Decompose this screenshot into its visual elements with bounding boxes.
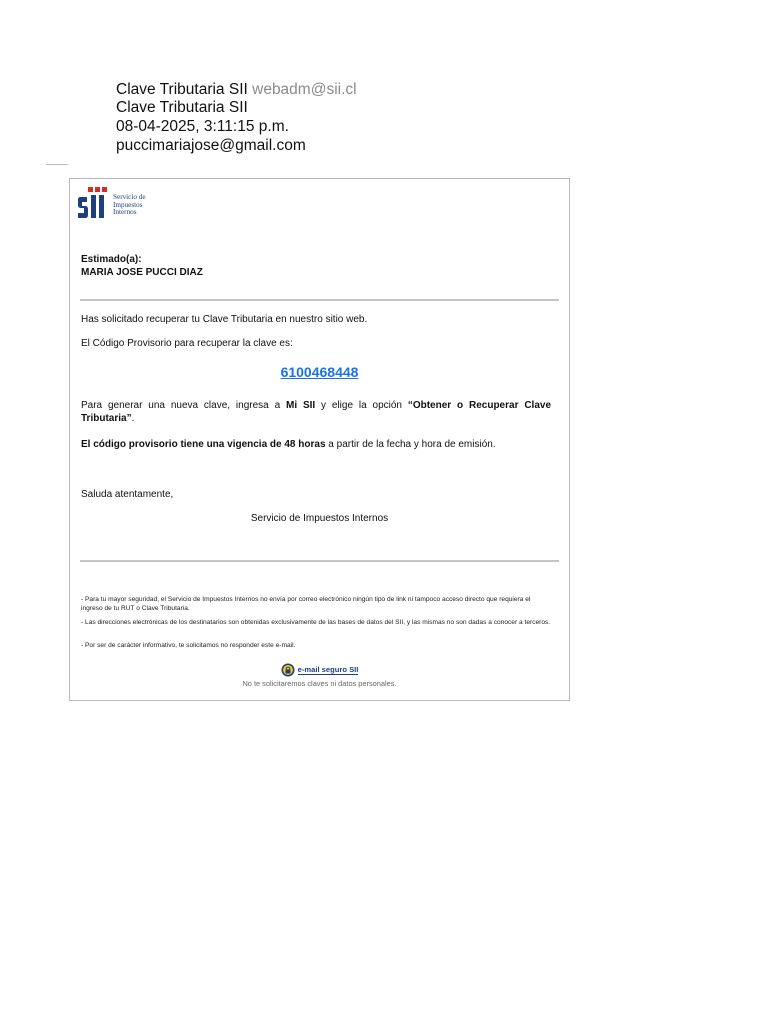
header-divider (46, 164, 68, 165)
instructions-mi-sii: Mi SII (285, 400, 316, 411)
recipient-name: MARIA JOSE PUCCI DIAZ (81, 267, 203, 278)
signature: Servicio de Impuestos Internos (250, 513, 389, 524)
validity-bold: El código provisorio tiene una vigencia de 48 horas (81, 439, 326, 450)
logo-text-line-1: Servicio de (113, 193, 146, 201)
instructions-text-3: . (131, 413, 135, 424)
sii-logo (78, 187, 158, 221)
validity-line (81, 438, 496, 451)
instructions-text-1: Para generar una nueva clave, ingresa a (81, 400, 286, 411)
logo-wordmark (113, 194, 146, 217)
logo-text-line-3: Internos (113, 208, 137, 217)
subject-value: Clave Tributaria SII (116, 99, 248, 116)
from-value (116, 81, 357, 99)
from-address[interactable]: webadm@sii.cl (252, 81, 357, 98)
sii-logo-icon (78, 187, 112, 221)
instructions-option: “Obtener o Recuperar Clave Tributaria” (81, 400, 552, 424)
closing-line: Saluda atentamente, (81, 489, 174, 500)
disclaimer-1: - Para tu mayor seguridad, el Servicio de Impuestos Internos no envía por correo electrónico ningún tipo de link ni tampoco acceso directo que requiera el ingreso de tu RUT o Clave Tributaria. (81, 596, 531, 612)
logo-text-line-2: Impuestos (113, 200, 143, 209)
disclaimer-3: - Por ser de carácter informativo, te solicitamos no responder este e-mail. (81, 642, 296, 649)
validity-rest: a partir de la fecha y hora de emisión. (325, 439, 496, 450)
instructions-paragraph (81, 399, 551, 425)
from-name: Clave Tributaria SII (116, 81, 248, 98)
greeting: Estimado(a): (81, 254, 142, 265)
code-intro-line: El Código Provisorio para recuperar la clave es: (81, 338, 293, 349)
divider-bottom (80, 560, 559, 562)
secure-email-subtext: No te solicitaremos claves ni datos personales. (242, 679, 397, 688)
secure-email-badge[interactable] (70, 663, 569, 677)
to-value[interactable]: puccimariajose@gmail.com (116, 137, 306, 154)
secure-email-label: e-mail seguro SII (297, 665, 359, 674)
padlock-icon (281, 663, 295, 677)
date-value: 08-04-2025, 3:11:15 p.m. (116, 118, 289, 135)
disclaimer-2: - Las direcciones electrónicas de los destinatarios son obtenidas exclusivamente de las bases de datos del SII, y las mismas no son dadas a conocer a terceros. (81, 619, 551, 626)
divider-top (80, 299, 559, 301)
provisional-code-link[interactable]: 6100468448 (280, 364, 359, 380)
instructions-text-2: y elige la opción (315, 400, 408, 411)
request-line: Has solicitado recuperar tu Clave Tributaria en nuestro sitio web. (81, 314, 368, 325)
email-body-card (69, 178, 570, 701)
